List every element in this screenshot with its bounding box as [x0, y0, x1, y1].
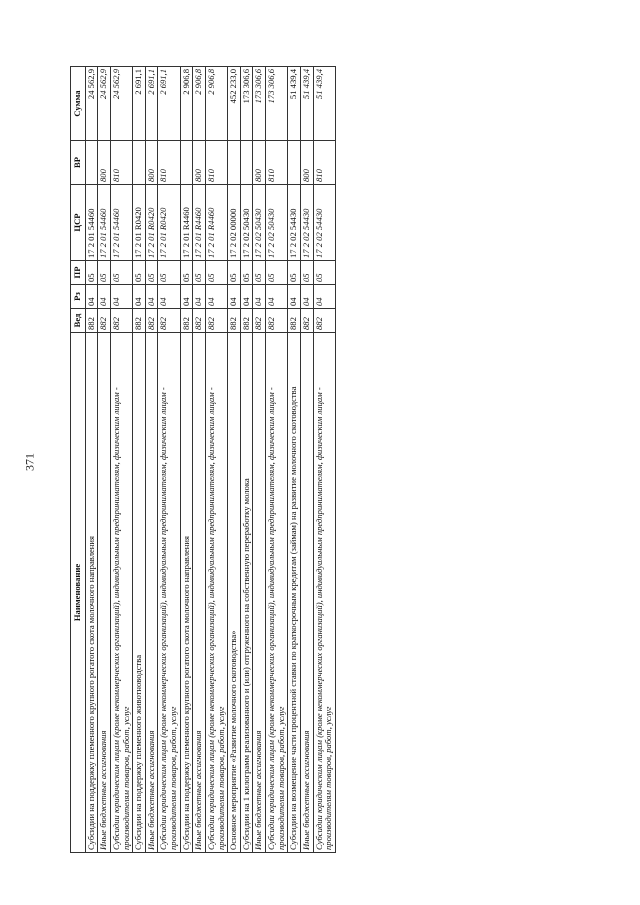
- cell-pr: 05: [266, 261, 288, 285]
- column-header-vr: ВР: [71, 141, 86, 185]
- cell-ved: 882: [193, 309, 206, 333]
- table-row: [228, 67, 241, 853]
- page-number: 371: [22, 453, 37, 471]
- cell-ved: 882: [145, 309, 158, 333]
- cell-pr: 05: [85, 261, 98, 285]
- cell-rz: 04: [253, 285, 266, 309]
- cell-csr: 17 2 01 R0420: [145, 185, 158, 261]
- cell-pr: 05: [145, 261, 158, 285]
- cell-name: Субсидии юридическим лицам (кроме некоммерческих организаций), индивидуальным предпринимателям, физическим лицам - производителям товаров, работ, услуг: [313, 333, 335, 853]
- column-header-sum: Сумма: [71, 67, 86, 141]
- cell-ved: 882: [228, 309, 241, 333]
- cell-csr: 17 2 02 54430: [313, 185, 335, 261]
- cell-csr: 17 2 01 R0420: [133, 185, 146, 261]
- cell-name: Иные бюджетные ассигнования: [253, 333, 266, 853]
- cell-name: Основное мероприятие «Развитие молочного скотоводства»: [228, 333, 241, 853]
- table-row: [313, 67, 335, 853]
- cell-ved: 882: [240, 309, 253, 333]
- cell-name: Субсидии на возмещение части процентной ставки по краткосрочным кредитам (займам) на развитие молочного скотоводства: [288, 333, 301, 853]
- cell-csr: 17 2 01 54460: [98, 185, 111, 261]
- cell-vr: 810: [110, 141, 132, 185]
- column-header-ved: Вед: [71, 309, 86, 333]
- table-row: [158, 67, 180, 853]
- cell-name: Субсидии юридическим лицам (кроме некоммерческих организаций), индивидуальным предпринимателям, физическим лицам - производителям товаров, работ, услуг: [110, 333, 132, 853]
- cell-csr: 17 2 02 50430: [253, 185, 266, 261]
- cell-vr: 800: [98, 141, 111, 185]
- cell-pr: 05: [240, 261, 253, 285]
- cell-pr: 05: [98, 261, 111, 285]
- cell-sum: 173 306,6: [266, 67, 288, 141]
- cell-pr: 05: [313, 261, 335, 285]
- cell-name: Иные бюджетные ассигнования: [98, 333, 111, 853]
- cell-vr: [133, 141, 146, 185]
- cell-csr: 17 2 01 R0420: [158, 185, 180, 261]
- cell-rz: 04: [300, 285, 313, 309]
- table-row: [240, 67, 253, 853]
- table-row: [145, 67, 158, 853]
- column-header-pr: ПР: [71, 261, 86, 285]
- cell-rz: 04: [228, 285, 241, 309]
- cell-vr: 810: [266, 141, 288, 185]
- cell-name: Субсидии на поддержку племенного животноводства: [133, 333, 146, 853]
- cell-ved: 882: [266, 309, 288, 333]
- cell-vr: [228, 141, 241, 185]
- table-row: [266, 67, 288, 853]
- cell-ved: 882: [180, 309, 193, 333]
- table-row: [110, 67, 132, 853]
- cell-csr: 17 2 02 00000: [228, 185, 241, 261]
- cell-rz: 04: [110, 285, 132, 309]
- cell-pr: 05: [110, 261, 132, 285]
- column-header-name: Наименование: [71, 333, 86, 853]
- cell-csr: 17 2 02 50430: [266, 185, 288, 261]
- cell-pr: 05: [180, 261, 193, 285]
- cell-ved: 882: [133, 309, 146, 333]
- cell-pr: 05: [133, 261, 146, 285]
- cell-rz: 04: [98, 285, 111, 309]
- cell-name: Субсидии на поддержку племенного крупного рогатого скота молочного направления: [180, 333, 193, 853]
- table-row: [300, 67, 313, 853]
- table-body: [85, 67, 335, 853]
- cell-rz: 04: [288, 285, 301, 309]
- cell-pr: 05: [228, 261, 241, 285]
- cell-sum: 2 906,8: [205, 67, 227, 141]
- cell-rz: 04: [85, 285, 98, 309]
- cell-rz: 04: [205, 285, 227, 309]
- cell-ved: 882: [288, 309, 301, 333]
- cell-ved: 882: [110, 309, 132, 333]
- cell-ved: 882: [205, 309, 227, 333]
- table-header-row: [71, 67, 86, 853]
- cell-rz: 04: [240, 285, 253, 309]
- cell-sum: 24 562,9: [98, 67, 111, 141]
- cell-rz: 04: [180, 285, 193, 309]
- cell-ved: 882: [313, 309, 335, 333]
- cell-sum: 2 691,1: [133, 67, 146, 141]
- cell-name: Субсидии юридическим лицам (кроме некоммерческих организаций), индивидуальным предпринимателям, физическим лицам - производителям товаров, работ, услуг: [158, 333, 180, 853]
- cell-vr: [240, 141, 253, 185]
- cell-csr: 17 2 02 54430: [288, 185, 301, 261]
- cell-rz: 04: [266, 285, 288, 309]
- cell-ved: 882: [85, 309, 98, 333]
- cell-sum: 452 233,0: [228, 67, 241, 141]
- cell-rz: 04: [145, 285, 158, 309]
- cell-sum: 24 562,9: [85, 67, 98, 141]
- cell-pr: 05: [205, 261, 227, 285]
- cell-vr: 810: [313, 141, 335, 185]
- cell-sum: 24 562,9: [110, 67, 132, 141]
- cell-name: Субсидии юридическим лицам (кроме некоммерческих организаций), индивидуальным предпринимателям, физическим лицам - производителям товаров, работ, услуг: [266, 333, 288, 853]
- cell-rz: 04: [133, 285, 146, 309]
- table-row: [85, 67, 98, 853]
- cell-vr: [288, 141, 301, 185]
- cell-sum: 51 439,4: [313, 67, 335, 141]
- table-row: [193, 67, 206, 853]
- cell-ved: 882: [253, 309, 266, 333]
- cell-pr: 05: [193, 261, 206, 285]
- cell-csr: 17 2 02 50430: [240, 185, 253, 261]
- cell-csr: 17 2 01 R4460: [180, 185, 193, 261]
- table-row: [288, 67, 301, 853]
- cell-csr: 17 2 01 54460: [110, 185, 132, 261]
- cell-vr: [180, 141, 193, 185]
- cell-sum: 2 906,8: [180, 67, 193, 141]
- table-row: [253, 67, 266, 853]
- cell-pr: 05: [288, 261, 301, 285]
- cell-sum: 173 306,6: [240, 67, 253, 141]
- cell-ved: 882: [98, 309, 111, 333]
- cell-sum: 51 439,4: [300, 67, 313, 141]
- table-row: [133, 67, 146, 853]
- cell-vr: 800: [145, 141, 158, 185]
- cell-name: Субсидии юридическим лицам (кроме некоммерческих организаций), индивидуальным предпринимателям, физическим лицам - производителям товаров, работ, услуг: [205, 333, 227, 853]
- cell-vr: 800: [193, 141, 206, 185]
- rotated-page-content: [70, 67, 550, 853]
- cell-rz: 04: [313, 285, 335, 309]
- column-header-rz: Рз: [71, 285, 86, 309]
- cell-sum: 2 906,8: [193, 67, 206, 141]
- cell-rz: 04: [158, 285, 180, 309]
- cell-name: Иные бюджетные ассигнования: [145, 333, 158, 853]
- cell-sum: 2 691,1: [158, 67, 180, 141]
- cell-name: Иные бюджетные ассигнования: [193, 333, 206, 853]
- column-header-csr: ЦСР: [71, 185, 86, 261]
- cell-sum: 2 691,1: [145, 67, 158, 141]
- cell-vr: 810: [158, 141, 180, 185]
- cell-csr: 17 2 01 54460: [85, 185, 98, 261]
- cell-sum: 173 306,6: [253, 67, 266, 141]
- table-row: [180, 67, 193, 853]
- cell-vr: 810: [205, 141, 227, 185]
- cell-ved: 882: [158, 309, 180, 333]
- table-row: [98, 67, 111, 853]
- cell-pr: 05: [253, 261, 266, 285]
- cell-pr: 05: [158, 261, 180, 285]
- cell-pr: 05: [300, 261, 313, 285]
- cell-name: Иные бюджетные ассигнования: [300, 333, 313, 853]
- cell-name: Субсидии на поддержку племенного крупного рогатого скота молочного направления: [85, 333, 98, 853]
- cell-rz: 04: [193, 285, 206, 309]
- cell-csr: 17 2 01 R4460: [205, 185, 227, 261]
- cell-csr: 17 2 01 R4460: [193, 185, 206, 261]
- cell-vr: 800: [300, 141, 313, 185]
- budget-table: [70, 66, 336, 853]
- table-row: [205, 67, 227, 853]
- cell-ved: 882: [300, 309, 313, 333]
- cell-vr: [85, 141, 98, 185]
- cell-name: Субсидии на 1 килограмм реализованного и (или) отгруженного на собственную переработку молока: [240, 333, 253, 853]
- cell-vr: 800: [253, 141, 266, 185]
- cell-csr: 17 2 02 54430: [300, 185, 313, 261]
- cell-sum: 51 439,4: [288, 67, 301, 141]
